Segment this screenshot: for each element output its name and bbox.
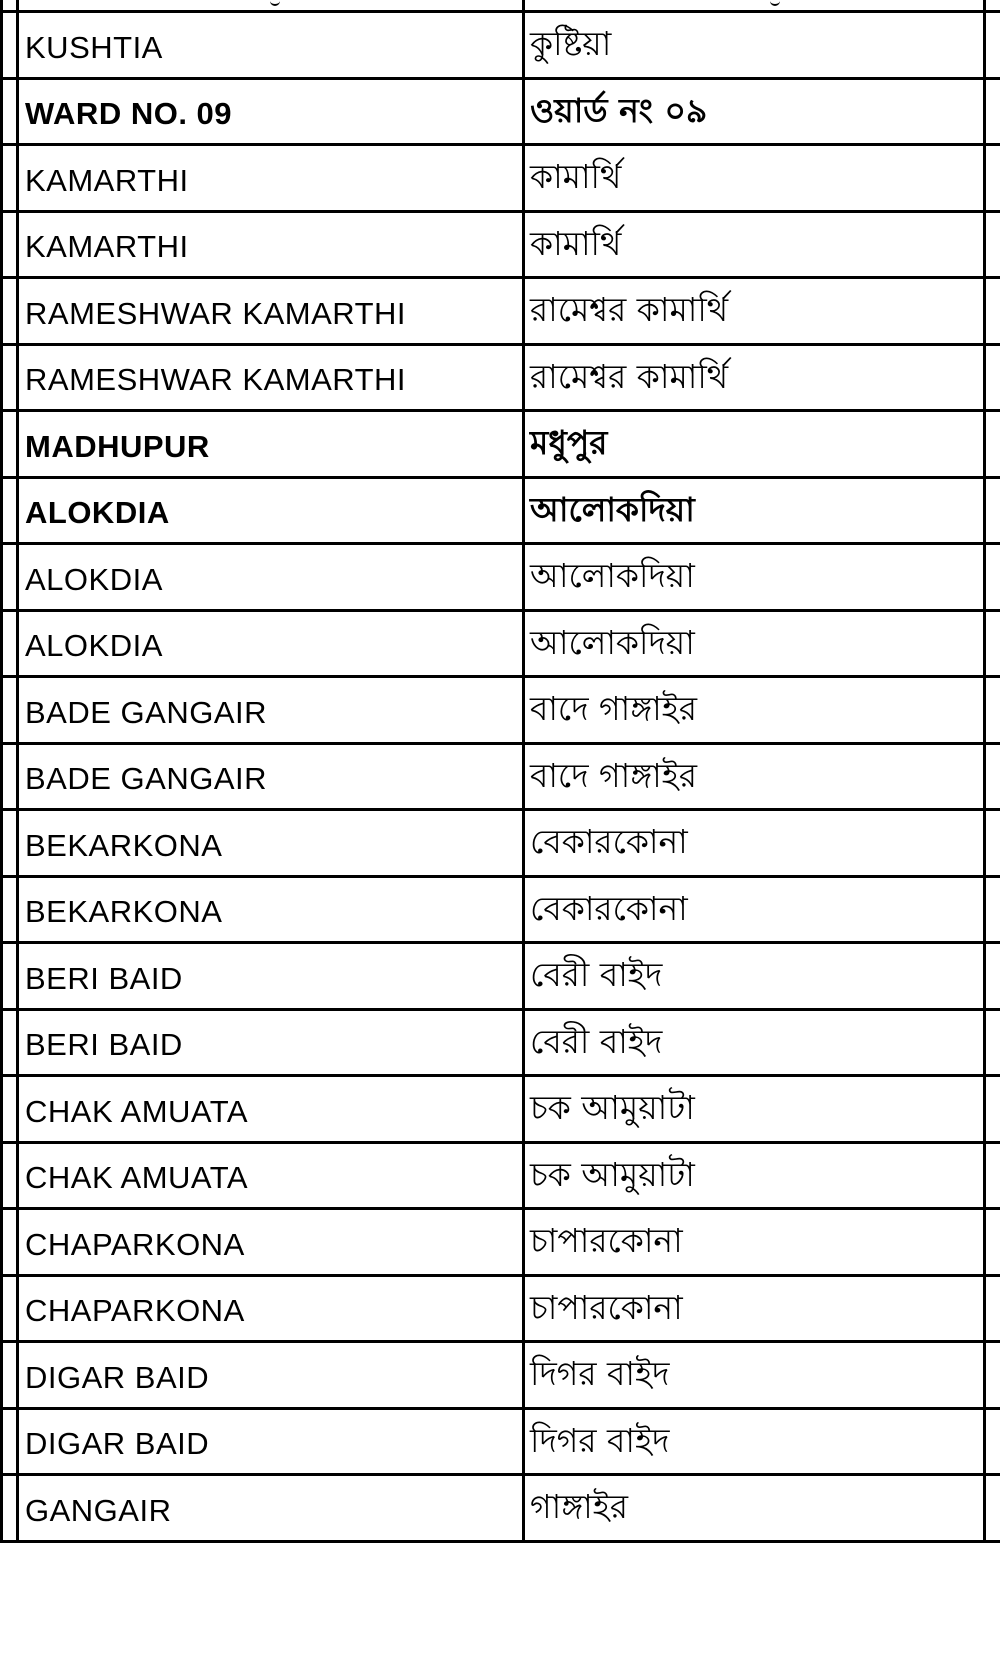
- english-name-cell: ALOKDIA: [25, 495, 170, 530]
- table-row: [0, 345, 1000, 412]
- english-name-cell: WARD NO. 09: [25, 96, 233, 131]
- table-row: [0, 611, 1000, 678]
- table-row: [0, 810, 1000, 877]
- table-row: [0, 478, 1000, 545]
- english-name-cell: KAMARTHI: [25, 162, 189, 198]
- bengali-name-cell: রামেশ্বর কামার্থি: [530, 356, 729, 396]
- english-name-cell: BERI BAID: [25, 1027, 183, 1062]
- table-row: [0, 1143, 1000, 1210]
- column-divider: [16, 0, 19, 1543]
- bengali-name-cell: দিগর বাইদ: [530, 1420, 670, 1460]
- table-row: [0, 145, 1000, 212]
- english-name-cell: ALOKDIA: [25, 561, 163, 597]
- table-row: [0, 1475, 1000, 1542]
- table-row: [0, 411, 1000, 478]
- bengali-name-cell: কামার্থি: [530, 223, 622, 263]
- table-row: [0, 877, 1000, 944]
- english-name-cell: KAMARTHI: [25, 229, 189, 264]
- table-row: [0, 278, 1000, 345]
- bengali-name-cell: গাঙ্গাইর: [530, 1487, 628, 1526]
- row-divider: [0, 476, 1000, 479]
- table-row: [0, 1076, 1000, 1143]
- bengali-name-cell: কামার্থি: [530, 157, 622, 196]
- glyph-descender-fragment: [770, 0, 780, 6]
- english-name-cell: BEKARKONA: [25, 894, 223, 929]
- bengali-name-cell: বেরী বাইদ: [530, 955, 663, 994]
- english-name-cell: BERI BAID: [25, 960, 183, 996]
- bengali-name-cell: বেকারকোনা: [530, 888, 688, 928]
- row-divider: [0, 941, 1000, 944]
- row-divider: [0, 609, 1000, 612]
- row-divider: [0, 1274, 1000, 1277]
- row-divider: [0, 210, 1000, 213]
- table-row: [0, 1209, 1000, 1276]
- bengali-name-cell: কুষ্টিয়া: [530, 24, 612, 63]
- bengali-name-cell: আলোকদিয়া: [530, 489, 695, 529]
- row-divider: [0, 1008, 1000, 1011]
- row-divider: [0, 675, 1000, 678]
- row-divider: [0, 143, 1000, 146]
- english-name-cell: RAMESHWAR KAMARTHI: [25, 362, 407, 397]
- english-name-cell: BEKARKONA: [25, 827, 223, 863]
- glyph-descender-fragment: [270, 0, 280, 6]
- row-divider: [0, 1207, 1000, 1210]
- bengali-name-cell: বাদে গাঙ্গাইর: [530, 689, 697, 728]
- row-divider: [0, 276, 1000, 279]
- english-name-cell: GANGAIR: [25, 1492, 172, 1528]
- bengali-name-cell: চক আমুয়াটা: [530, 1088, 695, 1127]
- row-divider: [0, 875, 1000, 878]
- row-divider: [0, 1340, 1000, 1343]
- table-row: [0, 1010, 1000, 1077]
- english-name-cell: BADE GANGAIR: [25, 761, 267, 796]
- row-divider: [0, 1074, 1000, 1077]
- bengali-name-cell: চাপারকোনা: [530, 1221, 683, 1260]
- row-divider: [0, 808, 1000, 811]
- row-divider: [0, 343, 1000, 346]
- row-divider: [0, 1473, 1000, 1476]
- bengali-name-cell: আলোকদিয়া: [530, 622, 695, 662]
- table-row: [0, 1342, 1000, 1409]
- table-row: [0, 744, 1000, 811]
- english-name-cell: CHAPARKONA: [25, 1293, 245, 1328]
- bengali-name-cell: চাপারকোনা: [530, 1287, 683, 1327]
- table-row: [0, 677, 1000, 744]
- row-divider: [0, 1407, 1000, 1410]
- table-row: [0, 79, 1000, 146]
- english-name-cell: MADHUPUR: [25, 428, 210, 464]
- english-name-cell: ALOKDIA: [25, 628, 163, 663]
- english-name-cell: CHAK AMUATA: [25, 1093, 249, 1129]
- bengali-name-cell: রামেশ্বর কামার্থি: [530, 290, 729, 329]
- english-name-cell: CHAK AMUATA: [25, 1160, 249, 1195]
- bengali-name-cell: দিগর বাইদ: [530, 1354, 670, 1393]
- bengali-name-cell: ওয়ার্ড নং ০৯: [530, 90, 708, 130]
- bengali-name-cell: মধুপুর: [530, 423, 608, 462]
- row-divider: [0, 1540, 1000, 1543]
- english-name-cell: BADE GANGAIR: [25, 694, 267, 730]
- table-row: [0, 1276, 1000, 1343]
- table-row: [0, 943, 1000, 1010]
- row-divider: [0, 1141, 1000, 1144]
- row-divider: [0, 409, 1000, 412]
- bengali-name-cell: বাদে গাঙ্গাইর: [530, 755, 697, 795]
- table-row: [0, 12, 1000, 79]
- table-row: [0, 212, 1000, 279]
- row-divider: [0, 10, 1000, 13]
- column-divider: [0, 0, 3, 1543]
- bengali-name-cell: বেকারকোনা: [530, 822, 688, 861]
- english-name-cell: DIGAR BAID: [25, 1359, 210, 1395]
- table-row: [0, 544, 1000, 611]
- english-name-cell: CHAPARKONA: [25, 1226, 245, 1262]
- bengali-name-cell: বেরী বাইদ: [530, 1021, 663, 1061]
- english-name-cell: DIGAR BAID: [25, 1426, 210, 1461]
- row-divider: [0, 742, 1000, 745]
- bengali-name-cell: চক আমুয়াটা: [530, 1154, 695, 1194]
- english-name-cell: KUSHTIA: [25, 29, 163, 65]
- column-divider: [983, 0, 986, 1543]
- row-divider: [0, 542, 1000, 545]
- table-row: [0, 1409, 1000, 1476]
- row-divider: [0, 77, 1000, 80]
- column-divider: [522, 0, 525, 1543]
- english-name-cell: RAMESHWAR KAMARTHI: [25, 295, 407, 331]
- bengali-name-cell: আলোকদিয়া: [530, 556, 695, 595]
